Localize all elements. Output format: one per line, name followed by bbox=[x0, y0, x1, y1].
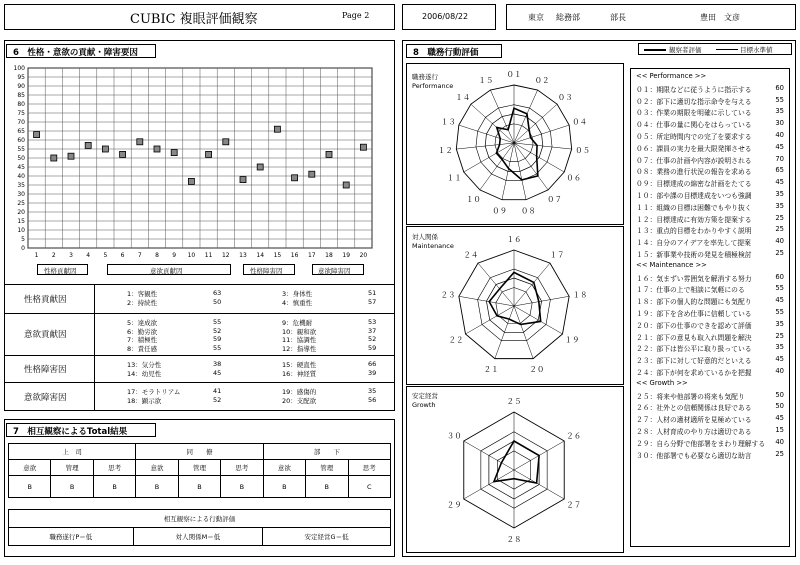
item-text: ０９：目標達成の綿密な計画をたてる bbox=[636, 180, 752, 189]
group-label: 性格貢献因 bbox=[44, 267, 77, 275]
x-tick-label: 5 bbox=[103, 252, 108, 259]
item-value: 25 bbox=[775, 449, 784, 458]
radar-label: 対人関係 bbox=[412, 233, 438, 241]
x-tick-label: 17 bbox=[307, 252, 316, 259]
grade-cell: B bbox=[51, 476, 93, 498]
sub-header: 思考 bbox=[93, 460, 135, 476]
x-tick-label: 8 bbox=[155, 252, 159, 259]
y-tick-label: 30 bbox=[17, 191, 25, 199]
item-text: １２：目標達成に有効方策を提案する bbox=[636, 215, 752, 224]
row-divider bbox=[4, 382, 395, 383]
section7-title: 7 相互観察によるTotal結果 bbox=[6, 423, 156, 437]
radar-axis-label: １２ bbox=[437, 146, 453, 156]
item-text: ２４：部下が何を求めているかを把握 bbox=[636, 369, 752, 377]
y-tick-label: 40 bbox=[17, 173, 25, 181]
radar-axis-label: １１ bbox=[446, 173, 462, 183]
list-item bbox=[636, 426, 784, 436]
y-tick-label: 90 bbox=[17, 83, 25, 91]
row-label: 性格貢献因 bbox=[24, 295, 67, 305]
data-point bbox=[240, 177, 246, 183]
item-text: ０５：所定時間内での完了を要求する bbox=[636, 133, 752, 141]
radar-axis-label: ０５ bbox=[575, 146, 591, 156]
list-item bbox=[636, 355, 784, 365]
radar-axis-label: ０７ bbox=[547, 194, 563, 204]
item-value: 25 bbox=[775, 225, 784, 234]
list-item bbox=[636, 320, 784, 330]
item-value: 65 bbox=[775, 166, 784, 175]
behavior-table bbox=[8, 509, 391, 546]
x-tick-label: 6 bbox=[120, 252, 125, 259]
factor-value: 55 bbox=[213, 318, 222, 326]
x-tick-label: 11 bbox=[204, 252, 213, 259]
data-point bbox=[257, 164, 263, 170]
item-text: １０：部や課の目標達成をいつも強調 bbox=[636, 192, 752, 200]
radar-axis-label: ２０ bbox=[529, 364, 545, 374]
factor-value: 35 bbox=[368, 387, 377, 395]
item-text: ０２：部下に適切な指示命令を与える bbox=[636, 97, 752, 106]
y-tick-label: 45 bbox=[17, 164, 25, 172]
list-item bbox=[636, 367, 784, 377]
item-value: 45 bbox=[775, 296, 784, 305]
factor-name: 18：顕示欲 bbox=[127, 396, 162, 405]
radar-axis-label: ２８ bbox=[506, 535, 522, 544]
x-tick-label: 16 bbox=[290, 252, 299, 259]
item-text: ２５：将来や他部署の将来も気配り bbox=[636, 392, 745, 401]
grade-cell: B bbox=[9, 476, 51, 498]
data-point bbox=[309, 171, 315, 177]
radar-axis-label: ３０ bbox=[446, 431, 462, 441]
y-tick-label: 15 bbox=[17, 218, 25, 226]
radar-axis-label: ２２ bbox=[448, 335, 464, 345]
group-label: 性格障害因 bbox=[250, 267, 283, 275]
factor-value: 63 bbox=[213, 289, 222, 297]
factor-name: 3：身体性 bbox=[282, 290, 313, 298]
observer-polygon bbox=[489, 272, 540, 324]
factor-value: 37 bbox=[368, 326, 377, 335]
item-value: 55 bbox=[775, 95, 784, 104]
y-tick-label: 5 bbox=[21, 236, 25, 244]
item-value: 45 bbox=[775, 355, 784, 364]
list-item bbox=[636, 249, 784, 259]
factor-name: 10：親和欲 bbox=[282, 327, 317, 336]
legend-label: 目標水準値 bbox=[740, 46, 773, 54]
list-item bbox=[636, 343, 784, 353]
list-item bbox=[636, 237, 784, 247]
radar-axis-label: ０４ bbox=[572, 117, 588, 127]
list-item bbox=[636, 96, 784, 106]
list-item bbox=[636, 107, 784, 117]
section-header bbox=[636, 379, 784, 387]
radar-axis-label: １６ bbox=[506, 235, 522, 244]
data-point bbox=[292, 175, 298, 181]
item-text: ２９：自ら分野で他部署をまわり理解する bbox=[636, 439, 766, 448]
list-item bbox=[636, 131, 784, 141]
sub-header: 管理 bbox=[306, 460, 348, 476]
radar-axis-label: ２４ bbox=[463, 250, 479, 260]
list-item bbox=[636, 202, 784, 212]
group-label: 意欲貢献因 bbox=[150, 267, 183, 275]
sub-header: 思考 bbox=[221, 460, 263, 476]
row-divider bbox=[4, 313, 395, 314]
x-tick-label: 9 bbox=[172, 252, 177, 259]
item-text: ２８：人材育成のやり方は適切である bbox=[636, 428, 752, 436]
x-tick-label: 13 bbox=[239, 252, 247, 259]
y-tick-label: 0 bbox=[21, 245, 25, 253]
y-tick-label: 35 bbox=[17, 182, 25, 190]
y-tick-label: 55 bbox=[17, 146, 25, 154]
y-tick-label: 80 bbox=[17, 101, 25, 109]
radar-chart-growth bbox=[406, 386, 624, 553]
y-tick-label: 60 bbox=[17, 137, 25, 145]
factor-name: 7：積極性 bbox=[127, 336, 158, 344]
item-text: ２２：部下は皆公平に取り扱っている bbox=[636, 345, 752, 354]
data-point bbox=[51, 155, 57, 161]
item-text: １７：仕事の上で相談に気軽にのる bbox=[636, 286, 745, 295]
factor-name: 11：協調性 bbox=[282, 336, 317, 344]
factor-chart bbox=[4, 60, 395, 282]
position: 部長 bbox=[610, 13, 626, 22]
sub-header: 意欲 bbox=[9, 460, 51, 476]
y-tick-label: 85 bbox=[17, 92, 25, 100]
sub-header: 思考 bbox=[348, 460, 391, 476]
x-tick-label: 14 bbox=[256, 252, 265, 259]
factor-name: 8：責任感 bbox=[127, 344, 158, 353]
legend-line-target bbox=[716, 49, 738, 50]
item-text: ２０：部下の仕事のできを認めて評価 bbox=[636, 321, 752, 330]
factor-name: 15：硬直性 bbox=[282, 361, 317, 369]
group-header: 上 司 bbox=[9, 444, 136, 460]
item-value: 60 bbox=[775, 272, 784, 281]
observer-polygon bbox=[494, 441, 539, 483]
factor-name: 14：幼児性 bbox=[127, 369, 162, 378]
item-text: ０８：業務の進行状況の報告を求める bbox=[636, 168, 752, 177]
item-value: 50 bbox=[775, 402, 784, 411]
item-value: 45 bbox=[775, 178, 784, 187]
y-tick-label: 70 bbox=[17, 119, 25, 127]
item-text: ２６：社外との信頼関係は良好である bbox=[636, 404, 752, 413]
radar-axis-label: ２９ bbox=[446, 500, 462, 510]
x-tick-label: 19 bbox=[342, 252, 351, 259]
data-point bbox=[34, 132, 40, 138]
item-value: 55 bbox=[775, 284, 784, 293]
factor-value: 39 bbox=[368, 368, 377, 377]
data-point bbox=[120, 151, 126, 157]
item-value: 40 bbox=[775, 367, 784, 375]
data-point bbox=[171, 150, 177, 156]
item-value: 35 bbox=[775, 201, 784, 210]
item-value: 25 bbox=[775, 249, 784, 257]
item-value: 35 bbox=[775, 107, 784, 116]
grade-cell: B bbox=[306, 476, 348, 498]
row-label: 意欲障害因 bbox=[24, 393, 67, 403]
item-value: 25 bbox=[775, 331, 784, 340]
list-item bbox=[636, 273, 784, 283]
list-item bbox=[636, 190, 784, 200]
factor-name: 6：勤労欲 bbox=[127, 327, 158, 336]
factor-value: 52 bbox=[213, 326, 222, 335]
y-tick-label: 65 bbox=[17, 128, 25, 136]
radar-chart-performance bbox=[406, 63, 624, 225]
location: 東京 bbox=[528, 13, 544, 22]
y-tick-label: 100 bbox=[13, 65, 25, 73]
factor-name: 20：支配欲 bbox=[282, 396, 317, 405]
sub-header: 意欲 bbox=[136, 460, 178, 476]
y-tick-label: 25 bbox=[17, 200, 25, 208]
data-point bbox=[188, 178, 194, 184]
x-tick-label: 7 bbox=[137, 252, 142, 259]
item-value: 45 bbox=[775, 414, 784, 423]
section6-title: 6 性格・意欲の貢献・障害要因 bbox=[6, 44, 156, 58]
section-header-text: << Performance >> bbox=[636, 72, 707, 80]
list-item bbox=[636, 155, 784, 165]
list-item bbox=[636, 308, 784, 318]
factor-value: 53 bbox=[368, 318, 377, 326]
factor-name: 2：持続性 bbox=[127, 298, 158, 307]
radar-axis-label: ０９ bbox=[492, 206, 508, 216]
row-label: 意欲貢献因 bbox=[24, 330, 67, 340]
behavior-cell: 安定経営G＝低 bbox=[263, 528, 391, 546]
x-tick-label: 2 bbox=[51, 252, 56, 259]
radar-sublabel: Growth bbox=[412, 401, 436, 409]
radar-axis-label: ２１ bbox=[483, 364, 499, 374]
person-name: 豊田 文彦 bbox=[700, 13, 740, 22]
item-value: 40 bbox=[775, 131, 784, 139]
factor-name: 1：客観性 bbox=[127, 290, 158, 298]
item-text: ０１：期限などに従うように指示する bbox=[636, 85, 752, 94]
item-text: ０４：仕事の量に関心をはらっている bbox=[636, 121, 752, 130]
behavior-cell: 職務遂行P＝低 bbox=[9, 528, 134, 546]
factor-table-divider bbox=[94, 284, 95, 411]
factor-value: 45 bbox=[213, 368, 222, 377]
y-tick-label: 75 bbox=[17, 110, 25, 118]
total-result-table bbox=[8, 443, 391, 498]
x-tick-label: 18 bbox=[325, 252, 333, 259]
data-point bbox=[223, 139, 229, 145]
grade-cell: C bbox=[348, 476, 391, 498]
sub-header: 管理 bbox=[51, 460, 93, 476]
item-value: 35 bbox=[775, 343, 784, 352]
factor-name: 13：気分性 bbox=[127, 361, 162, 369]
item-text: １８：部下の個人的な問題にも気配り bbox=[636, 298, 752, 307]
list-item bbox=[636, 214, 784, 224]
sub-header: 管理 bbox=[178, 460, 220, 476]
radar-label: 職務遂行 bbox=[412, 73, 438, 81]
factor-value: 41 bbox=[213, 387, 222, 395]
x-tick-label: 20 bbox=[359, 252, 368, 259]
factor-value: 55 bbox=[213, 343, 222, 352]
x-tick-label: 15 bbox=[273, 252, 282, 259]
list-item bbox=[636, 119, 784, 129]
data-point bbox=[68, 153, 74, 159]
x-tick-label: 10 bbox=[187, 252, 196, 259]
factor-value: 57 bbox=[368, 297, 377, 306]
data-point bbox=[274, 126, 280, 132]
item-value: 45 bbox=[775, 142, 784, 151]
radar-axis-label: ０３ bbox=[557, 92, 573, 102]
radar-axis-label: ０６ bbox=[566, 173, 582, 183]
group-header: 同 僚 bbox=[136, 444, 263, 460]
item-text: ２１：部下の意見も取入れ問題を解決 bbox=[636, 333, 752, 342]
list-item bbox=[636, 402, 784, 412]
factor-value: 66 bbox=[368, 360, 377, 368]
factor-value: 59 bbox=[368, 343, 377, 352]
list-item bbox=[636, 450, 784, 460]
department: 総務部 bbox=[556, 13, 580, 22]
radar-axis-label: １３ bbox=[440, 117, 456, 127]
data-point bbox=[326, 151, 332, 157]
radar-axis-label: ２６ bbox=[566, 431, 582, 441]
factor-value: 51 bbox=[368, 289, 377, 297]
x-tick-label: 4 bbox=[86, 252, 91, 259]
item-value: 50 bbox=[775, 390, 784, 399]
item-value: 35 bbox=[775, 190, 784, 198]
item-text: １６：気まずい雰囲気を解消する努力 bbox=[636, 274, 752, 283]
list-item bbox=[636, 414, 784, 424]
x-tick-label: 3 bbox=[69, 252, 73, 259]
list-item bbox=[636, 143, 784, 153]
data-point bbox=[343, 182, 349, 188]
radar-axis-label: １５ bbox=[478, 75, 494, 85]
list-item bbox=[636, 178, 784, 188]
data-point bbox=[360, 144, 366, 150]
header-person-box bbox=[506, 4, 796, 30]
item-text: ０６：課員の実力を最大限発揮させる bbox=[636, 144, 752, 153]
item-value: 15 bbox=[775, 426, 784, 434]
factor-name: 5：達成欲 bbox=[127, 319, 158, 327]
factor-name: 19：感傷的 bbox=[282, 388, 317, 396]
radar-axis-label: １８ bbox=[572, 290, 588, 300]
data-point bbox=[137, 139, 143, 145]
item-text: ０３：作業の期限を明確に示している bbox=[636, 109, 752, 118]
section8-title: 8 職務行動評価 bbox=[406, 44, 502, 58]
grade-cell: B bbox=[93, 476, 135, 498]
radar-axis-label: ０１ bbox=[506, 70, 522, 79]
report-date: 2006/08/22 bbox=[422, 12, 469, 21]
y-tick-label: 10 bbox=[17, 227, 25, 235]
item-text: １４：自分のアイデアを率先して提案 bbox=[636, 239, 751, 248]
group-label: 意欲障害因 bbox=[318, 267, 351, 275]
data-point bbox=[102, 146, 108, 152]
factor-name: 12：指導性 bbox=[282, 344, 317, 353]
factor-value: 56 bbox=[368, 395, 377, 404]
factor-value: 50 bbox=[213, 297, 222, 306]
data-point bbox=[206, 151, 212, 157]
radar-chart-maintenance bbox=[406, 226, 624, 385]
section-header-text: << Growth >> bbox=[636, 378, 688, 387]
item-value: 30 bbox=[775, 119, 784, 128]
section-header bbox=[636, 261, 784, 269]
radar-label: 安定経営 bbox=[412, 392, 438, 400]
radar-axis-label: １９ bbox=[564, 335, 580, 345]
factor-value: 59 bbox=[213, 335, 222, 343]
grade-cell: B bbox=[263, 476, 305, 498]
radar-axis-label: ０２ bbox=[534, 75, 550, 85]
list-item bbox=[636, 438, 784, 448]
factor-value: 52 bbox=[368, 335, 377, 343]
sub-header: 意欲 bbox=[263, 460, 305, 476]
grade-cell: B bbox=[136, 476, 178, 498]
radar-axis-label: ２５ bbox=[506, 397, 522, 406]
item-value: 25 bbox=[775, 213, 784, 222]
radar-sublabel: Performance bbox=[412, 82, 454, 90]
factor-name: 4：慎重性 bbox=[282, 298, 313, 307]
item-value: 70 bbox=[775, 154, 784, 163]
y-tick-label: 20 bbox=[17, 209, 25, 217]
radar-axis-label: １７ bbox=[549, 250, 565, 260]
item-value: 35 bbox=[775, 319, 784, 328]
item-value: 60 bbox=[775, 83, 784, 92]
item-text: ０７：仕事の計画や内容が説明される bbox=[636, 156, 752, 165]
factor-value: 38 bbox=[213, 360, 222, 368]
section-header bbox=[636, 72, 784, 80]
list-item bbox=[636, 296, 784, 306]
list-item bbox=[636, 284, 784, 294]
page-title: CUBIC 複眼評価観察 bbox=[130, 12, 258, 27]
row-label: 性格障害因 bbox=[24, 365, 67, 375]
radar-axis-label: ０８ bbox=[520, 206, 536, 216]
item-text: １３：重点的目標をわかりやすく説明 bbox=[636, 227, 752, 236]
factor-name: 17：モラトリアム bbox=[127, 388, 181, 396]
item-text: １９：部下を含め仕事に信頼している bbox=[636, 310, 752, 318]
grade-cell: B bbox=[178, 476, 220, 498]
behavior-title: 相互観察による行動評価 bbox=[9, 510, 391, 528]
radar-axis-label: １４ bbox=[455, 92, 471, 102]
group-header: 部 下 bbox=[263, 444, 390, 460]
section-header-text: << Maintenance >> bbox=[636, 260, 707, 269]
list-item bbox=[636, 391, 784, 401]
factor-value: 52 bbox=[213, 395, 222, 404]
x-tick-label: 12 bbox=[221, 252, 230, 259]
item-value: 40 bbox=[775, 237, 784, 246]
radar-sublabel: Maintenance bbox=[412, 242, 454, 250]
radar-axis-label: ２７ bbox=[566, 500, 582, 510]
list-item bbox=[636, 166, 784, 176]
list-item bbox=[636, 225, 784, 235]
data-point bbox=[154, 146, 160, 152]
y-tick-label: 50 bbox=[17, 155, 25, 163]
grade-cell: B bbox=[221, 476, 263, 498]
item-text: １１：組織の目標は困難でもやり抜く bbox=[636, 203, 752, 212]
item-value: 40 bbox=[775, 437, 784, 446]
legend-label: 観察者評価 bbox=[669, 46, 702, 54]
factor-name: 16：神経質 bbox=[282, 369, 317, 378]
x-tick-label: 1 bbox=[34, 252, 39, 259]
item-text: １５：新事業や技術の発見を積極検討 bbox=[636, 251, 752, 259]
data-point bbox=[85, 142, 91, 148]
item-value: 55 bbox=[775, 308, 784, 316]
item-text: ２３：部下に対して好意的だといえる bbox=[636, 357, 752, 366]
factor-name: 9：危機耐 bbox=[282, 319, 313, 327]
list-item bbox=[636, 332, 784, 342]
item-text: ３０：他部署でも必要なら適切な助言 bbox=[636, 451, 752, 460]
row-divider bbox=[4, 355, 395, 356]
list-item bbox=[636, 84, 784, 94]
page-number: Page 2 bbox=[342, 11, 370, 20]
item-text: ２７：人材の適材適所を見極めている bbox=[636, 416, 752, 425]
radar-axis-label: １０ bbox=[465, 194, 481, 204]
y-tick-label: 95 bbox=[17, 74, 25, 82]
legend-line-observer bbox=[644, 49, 666, 51]
radar-axis-label: ２３ bbox=[440, 290, 456, 300]
behavior-cell: 対人関係M＝低 bbox=[133, 528, 262, 546]
